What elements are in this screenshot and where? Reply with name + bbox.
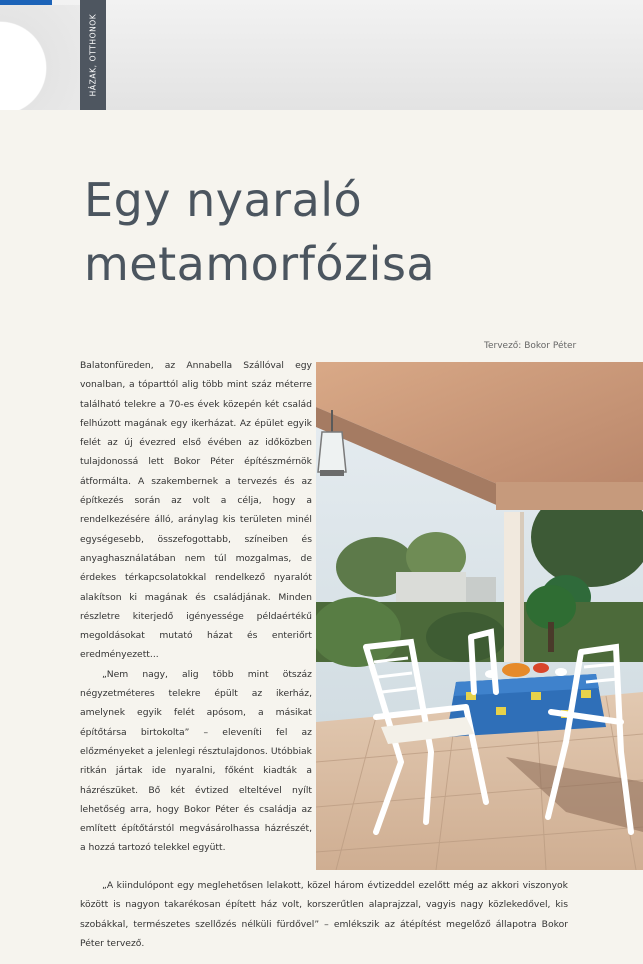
article-title	[84, 168, 534, 296]
paragraph-2: „Nem nagy, alig több mint ötszáz négyzetméteres telekre épült az ikerház, amelynek egyik felét apósom, a másikat építőtársa birtokolta” – eleveníti fel az előzményeket a jelenlegi résztulajdonos. Utóbbiak ritkán jártak ide nyaralni, főként kiadták a házrészüket. Bő két évtized elteltével nyílt lehetőség arra, hogy Bokor Péter és családja az említett építőtárstól megvásárolhassa házrészét, a hozzá tartozó telekkel együtt.	[80, 668, 312, 854]
paragraph-3: „A kiindulópont egy meglehetősen lelakott, közel három évtizeddel ezelőtt még az akkori viszonyok között is nagyon takarékosan épített ház volt, korszerűtlen alaprajzzal, vagyis nagy közlekedővel, kis szobákkal, természetes szellőzés nélküli fürdővel” – emlékszik az átépítést megelőző állapotra Bokor Péter tervező.	[80, 880, 568, 949]
title-line-1: Egy nyaraló	[84, 173, 363, 227]
corner-decoration	[0, 5, 80, 110]
section-tab	[80, 0, 106, 110]
article-column	[80, 356, 312, 858]
paragraph-1: Balatonfüreden, az Annabella Szállóval egy vonalban, a tóparttól alig több mint száz méterre található telekre a 70-es évek közepén két család felhúzott magának egy ikerházat. Az épület egyik felét az új évezred első évében az időközben tulajdonossá lett Bokor Péter építészmérnök átformálta. A szakembernek a tervezés és az építkezés során az volt a célja, hogy a rendelkezésére álló, aránylag kis területen minél egységesebb, összefogottabb, színeiben és anyaghasználatában nem túl mozgalmas, de érdekes térkapcsolatokkal rendelkező nyaralót alakítson ki magának és családjának. Minden részletre kiterjedő igényessége példaértékű megoldásokat mutató házat és enteriőrt eredményezett...	[80, 360, 312, 661]
title-line-2: metamorfózisa	[84, 237, 436, 291]
designer-credit: Tervező: Bokor Péter	[484, 341, 577, 351]
section-label: HÁZAK, OTTHONOK	[88, 13, 98, 97]
corner-accent-bar	[0, 0, 52, 5]
terrace-photo	[316, 362, 643, 870]
